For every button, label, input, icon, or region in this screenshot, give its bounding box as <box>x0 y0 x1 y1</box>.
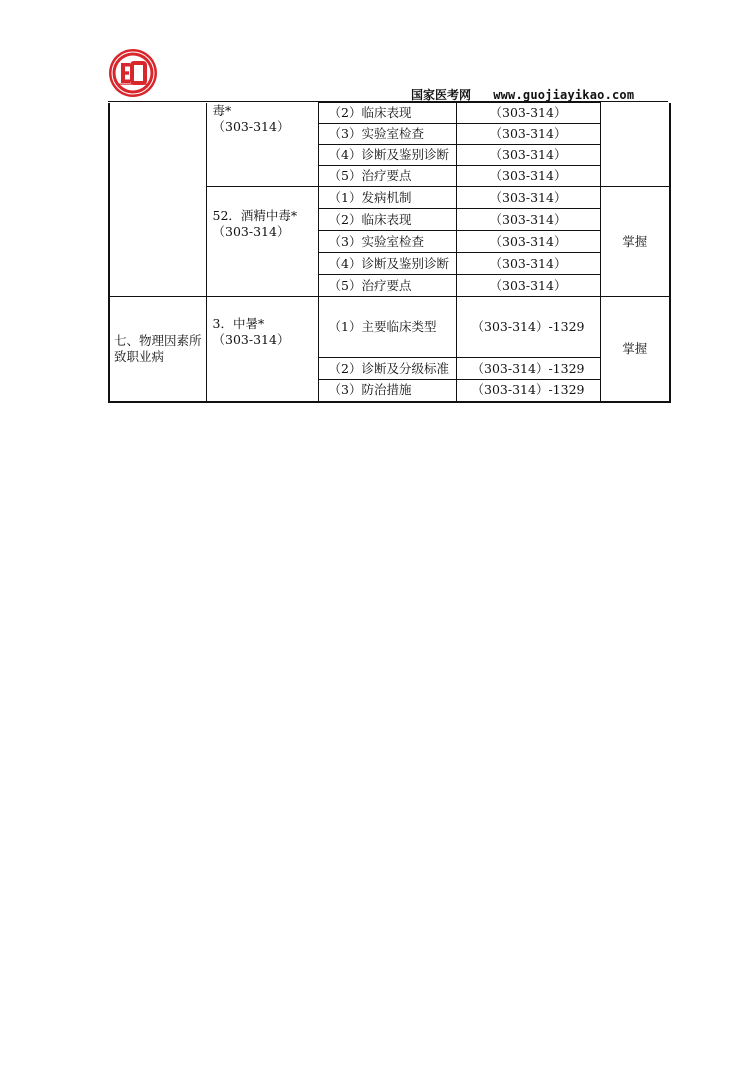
item-title: 3．中暑* <box>212 316 265 331</box>
subitem-cell: （3）实验室检查 <box>318 231 456 253</box>
reference-cell: （303-314） <box>456 103 600 124</box>
reference-cell: （303-314） <box>456 187 600 209</box>
item-ref: （303-314） <box>212 332 290 347</box>
item-ref: （303-314） <box>212 118 290 134</box>
reference-cell: （303-314）-1329 <box>456 297 600 358</box>
reference-cell: （303-314） <box>456 253 600 275</box>
reference-cell: （303-314） <box>456 124 600 145</box>
subitem-cell: （2）诊断及分级标准 <box>318 358 456 380</box>
category-cell: 七、物理因素所致职业病 <box>109 297 206 402</box>
reference-cell: （303-314） <box>456 231 600 253</box>
site-logo <box>108 48 158 98</box>
reference-cell: （303-314） <box>456 209 600 231</box>
item-cell <box>206 103 318 187</box>
subitem-cell: （3）实验室检查 <box>318 124 456 145</box>
mastery-level: 掌握 <box>600 297 670 402</box>
subitem-cell: （5）治疗要点 <box>318 275 456 297</box>
level-cell-empty <box>600 103 670 187</box>
table-row <box>109 103 670 124</box>
site-url: www.guojiayikao.com <box>493 88 635 102</box>
subitem-cell: （2）临床表现 <box>318 103 456 124</box>
item-cell <box>206 297 318 402</box>
syllabus-table <box>108 102 671 403</box>
subitem-cell: （4）诊断及鉴别诊断 <box>318 145 456 166</box>
subitem-cell: （2）临床表现 <box>318 209 456 231</box>
subitem-cell: （1）发病机制 <box>318 187 456 209</box>
site-name: 国家医考网 <box>411 88 472 102</box>
reference-cell: （303-314）-1329 <box>456 380 600 402</box>
reference-cell: （303-314） <box>456 166 600 187</box>
reference-cell: （303-314） <box>456 275 600 297</box>
subitem-cell: （5）治疗要点 <box>318 166 456 187</box>
item-title: 52．酒精中毒* <box>212 208 298 223</box>
table-row <box>109 297 670 358</box>
subitem-cell: （1）主要临床类型 <box>318 297 456 358</box>
item-title: 毒* <box>212 102 232 118</box>
reference-cell: （303-314）-1329 <box>456 358 600 380</box>
subitem-cell: （3）防治措施 <box>318 380 456 402</box>
item-cell <box>206 187 318 297</box>
category-cell-empty <box>109 103 206 297</box>
reference-cell: （303-314） <box>456 145 600 166</box>
item-ref: （303-314） <box>212 224 290 239</box>
subitem-cell: （4）诊断及鉴别诊断 <box>318 253 456 275</box>
mastery-level: 掌握 <box>600 187 670 297</box>
